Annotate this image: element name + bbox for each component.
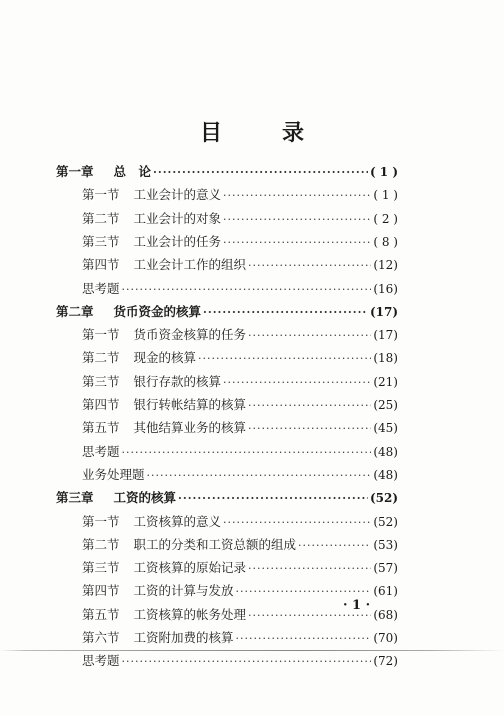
toc-chapter-entry[interactable] [56,488,398,508]
page-reference: (48) [373,444,398,459]
section-title: 工资附加费的核算 [133,630,234,645]
section-number: 第四节 [82,583,120,599]
toc-chapter-entry[interactable] [56,162,398,182]
dot-leader [248,326,371,346]
extra-title: 思考题 [82,653,120,669]
chapter-number: 第三章 [56,490,94,506]
page-reference: (53) [373,537,398,552]
dot-leader [122,280,372,300]
section-number: 第五节 [82,420,120,436]
toc-section-entry[interactable] [82,558,398,578]
bottom-rule [0,650,504,651]
section-title: 工资核算的原始记录 [133,560,247,576]
toc-chapter-entry[interactable] [56,302,398,322]
page-reference: (12) [373,258,398,273]
page-reference: (21) [373,374,398,389]
section-number: 第六节 [82,630,120,645]
section-title: 工资核算的帐务处理 [133,606,247,622]
page-reference: ( 1 ) [373,188,398,203]
dot-leader [248,256,371,276]
page-reference: (16) [373,281,398,296]
toc-extra-entry[interactable] [82,651,398,671]
dot-leader [223,373,371,393]
section-number: 第一节 [82,513,120,529]
section-number: 第四节 [82,397,120,412]
page-reference: (72) [373,654,398,669]
section-title: 工资的计算与发放 [133,583,234,599]
section-title: 工资核算的意义 [133,513,222,529]
section-title: 银行存款的核算 [133,373,222,389]
dot-leader [178,489,368,509]
toc-extra-entry[interactable] [82,465,398,485]
chapter-title: 总 论 [113,164,152,179]
page-reference: (70) [373,631,398,645]
section-number: 第三节 [82,233,120,249]
section-title: 工业会计工作的组织 [133,257,247,273]
page-reference: (52) [369,491,398,506]
page-number: · 1 · [343,598,371,613]
toc-section-entry[interactable] [82,232,398,252]
section-title: 工业会计的意义 [133,187,222,203]
toc-section-entry[interactable] [82,512,398,532]
page-reference: (52) [373,514,398,529]
section-number: 第一节 [82,327,120,343]
extra-title: 思考题 [82,280,120,296]
dot-leader [248,396,371,416]
toc-section-entry[interactable] [82,418,398,438]
toc-section-entry[interactable] [82,395,398,415]
dot-leader [203,303,368,323]
dot-leader [223,513,371,533]
page-reference: (61) [373,584,398,599]
section-title: 货币资金核算的任务 [133,327,247,343]
dot-leader [122,443,372,463]
extra-title: 思考题 [82,443,120,459]
dot-leader [223,186,371,206]
page-reference: (25) [373,398,398,412]
title-char-left: 目 [199,120,222,146]
section-title: 职工的分类和工资总额的组成 [133,536,297,552]
page-reference: (18) [373,351,398,366]
page-reference: (45) [373,421,398,436]
section-number: 第三节 [82,373,120,389]
dot-leader [147,466,372,486]
dot-leader [298,536,371,556]
dot-leader [223,210,371,230]
section-title: 其他结算业务的核算 [133,420,247,436]
page-reference: (48) [373,467,398,482]
section-number: 第二节 [82,536,120,552]
toc-extra-entry[interactable] [82,279,398,299]
dot-leader [198,349,371,369]
toc-section-entry[interactable] [82,628,398,648]
toc-section-entry[interactable] [82,535,398,555]
dot-leader [248,419,371,439]
toc-section-entry[interactable] [82,372,398,392]
toc-section-entry[interactable] [82,348,398,368]
page-reference: ( 2 ) [373,211,398,226]
toc-section-entry[interactable] [82,325,398,345]
chapter-title: 工资的核算 [113,490,177,506]
page-reference: ( 8 ) [373,234,398,249]
section-number: 第二节 [82,350,120,366]
dot-leader [248,559,371,579]
toc-extra-entry[interactable] [82,442,398,462]
section-number: 第五节 [82,606,120,622]
extra-title: 业务处理题 [82,466,145,482]
page-reference: (68) [373,607,398,622]
section-number: 第二节 [82,210,120,226]
chapter-number: 第一章 [56,164,94,179]
dot-leader [236,629,372,649]
section-number: 第一节 [82,187,120,203]
dot-leader [122,652,372,672]
section-title: 工业会计的任务 [133,233,222,249]
section-number: 第三节 [82,560,120,576]
chapter-title: 货币资金的核算 [113,303,202,319]
page-reference: (17) [373,328,398,343]
toc-section-entry[interactable] [82,209,398,229]
toc-section-entry[interactable] [82,185,398,205]
section-number: 第四节 [82,257,120,273]
page-reference: ( 1 ) [369,165,398,179]
page-reference: (17) [369,304,398,319]
page-reference: (57) [373,561,398,576]
dot-leader [153,163,368,183]
toc-section-entry[interactable] [82,255,398,275]
chapter-number: 第二章 [56,303,94,319]
section-title: 现金的核算 [133,350,197,366]
dot-leader [223,233,371,253]
section-title: 银行转帐结算的核算 [133,397,247,412]
section-title: 工业会计的对象 [133,210,222,226]
title-char-right: 录 [282,120,305,146]
